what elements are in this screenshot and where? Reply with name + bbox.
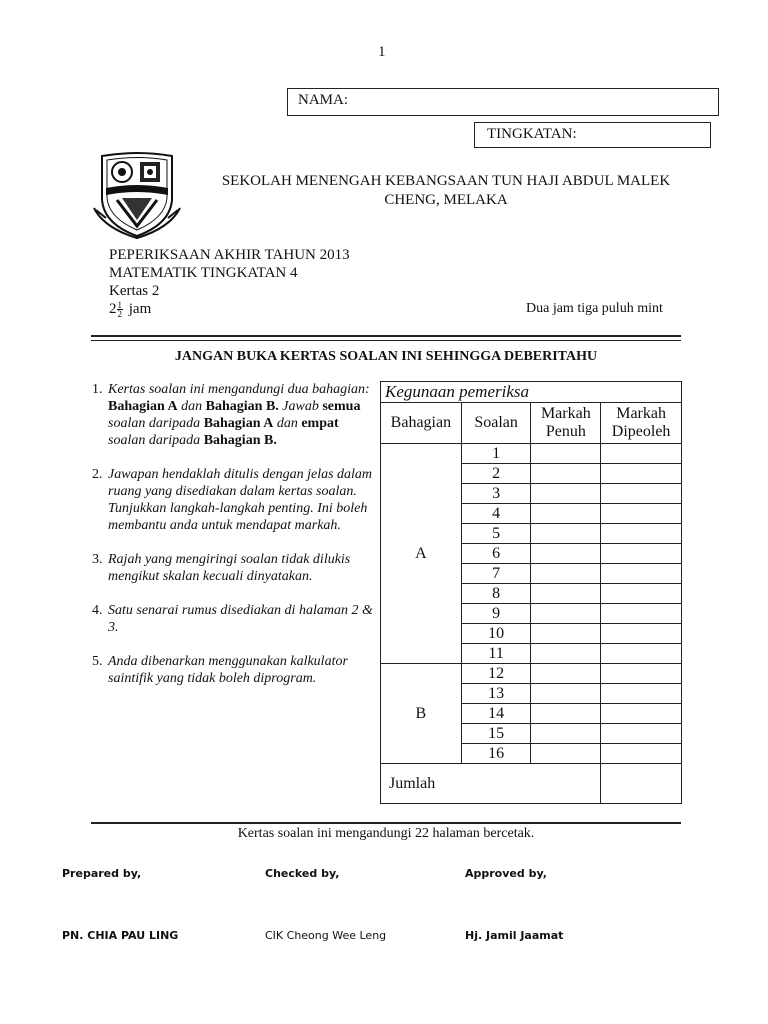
instruction-3 [92,551,377,585]
question-number: 2 [461,464,531,484]
instructions-list [92,381,377,704]
checked-by-name: CIK Cheong Wee Leng [265,929,387,942]
instruction-1-text-g: soalan daripada [108,416,204,431]
full-mark-cell[interactable] [531,464,601,484]
duration-fraction [117,301,124,318]
question-number: 15 [461,724,531,744]
question-number: 6 [461,544,531,564]
obtained-mark-cell[interactable] [601,744,682,764]
total-label: Jumlah [381,764,601,804]
instruction-1-text-i: dan [273,416,302,431]
full-mark-cell[interactable] [531,584,601,604]
exam-title: PEPERIKSAAN AKHIR TAHUN 2013 [109,247,350,263]
full-mark-cell[interactable] [531,684,601,704]
page-count-note: Kertas soalan ini mengandungi 22 halaman bercetak. [237,826,535,841]
header-soalan: Soalan [461,403,531,444]
header-bahagian: Bahagian [381,403,462,444]
question-number: 10 [461,624,531,644]
instruction-4-text: Satu senarai rumus disediakan di halaman 2 & 3. [108,603,373,635]
obtained-mark-cell[interactable] [601,544,682,564]
instruction-2-text: Jawapan hendaklah ditulis dengan jelas dalam ruang yang disediakan dalam kertas soalan. Tunjukkan langkah-langkah penting. Ini boleh membantu anda untuk mendapat markah. [108,467,373,533]
prepared-by-name: PN. CHIA PAU LING [62,929,179,942]
question-number: 3 [461,484,531,504]
full-mark-cell[interactable] [531,604,601,624]
name-field[interactable] [287,88,719,116]
instruction-1-text-d: Bahagian B. [205,399,279,414]
full-mark-cell[interactable] [531,524,601,544]
full-mark-cell[interactable] [531,704,601,724]
question-number: 4 [461,504,531,524]
instruction-1-text-c: dan [177,399,206,414]
full-mark-cell[interactable] [531,444,601,464]
full-mark-cell[interactable] [531,544,601,564]
instruction-1-number: 1. [92,382,103,397]
instruction-1 [92,381,377,449]
instruction-1-text-e: Jawab [278,399,323,414]
obtained-mark-cell[interactable] [601,564,682,584]
instruction-1-text-f: semua [322,399,361,414]
question-number: 8 [461,584,531,604]
divider-top-2 [91,340,681,341]
exam-subject: MATEMATIK TINGKATAN 4 [109,265,298,281]
form-class-field[interactable] [474,122,711,148]
instruction-4 [92,602,377,636]
total-cell[interactable] [601,764,682,804]
instruction-2 [92,466,377,534]
obtained-mark-cell[interactable] [601,484,682,504]
duration-words: Dua jam tiga puluh mint [526,301,663,316]
duration-denominator: 2 [117,309,122,320]
exam-paper: Kertas 2 [109,283,160,299]
approved-by-name: Hj. Jamil Jaamat [465,929,564,942]
instruction-2-number: 2. [92,467,103,482]
page-number: 1 [378,44,386,60]
instruction-1-text-j: empat [301,416,339,431]
instruction-1-text-b: Bahagian A [108,399,178,414]
obtained-mark-cell[interactable] [601,724,682,744]
obtained-mark-cell[interactable] [601,584,682,604]
instruction-3-number: 3. [92,552,103,567]
approved-by-label: Approved by, [465,867,547,880]
instruction-5 [92,653,377,687]
obtained-mark-cell[interactable] [601,704,682,724]
prepared-by-label: Prepared by, [62,867,142,880]
form-class-label: TINGKATAN: [487,126,577,142]
full-mark-cell[interactable] [531,664,601,684]
obtained-mark-cell[interactable] [601,444,682,464]
full-mark-cell[interactable] [531,624,601,644]
school-crest-logo [92,148,182,240]
obtained-mark-cell[interactable] [601,524,682,544]
full-mark-cell[interactable] [531,644,601,664]
question-number: 1 [461,444,531,464]
full-mark-cell[interactable] [531,724,601,744]
question-number: 14 [461,704,531,724]
question-number: 5 [461,524,531,544]
duration-numerator: 1 [117,300,122,311]
question-number: 11 [461,644,531,664]
duration-whole: 2 [109,301,117,317]
instruction-4-number: 4. [92,603,103,618]
instruction-5-text: Anda dibenarkan menggunakan kalkulator saintifik yang tidak boleh diprogram. [108,654,348,686]
obtained-mark-cell[interactable] [601,684,682,704]
question-number: 7 [461,564,531,584]
obtained-mark-cell[interactable] [601,464,682,484]
obtained-mark-cell[interactable] [601,604,682,624]
full-mark-cell[interactable] [531,484,601,504]
question-number: 16 [461,744,531,764]
exam-duration [109,300,350,318]
obtained-mark-cell[interactable] [601,644,682,664]
header-markah-penuh: Markah Penuh [531,403,601,444]
exam-info [109,246,350,318]
section-a-label: A [381,444,462,664]
section-b-label: B [381,664,462,764]
full-mark-cell[interactable] [531,504,601,524]
instruction-1-text-a: Kertas soalan ini mengandungi dua bahagian: [108,382,370,397]
obtained-mark-cell[interactable] [601,664,682,684]
divider-bottom [91,822,681,824]
question-number: 12 [461,664,531,684]
school-name: SEKOLAH MENENGAH KEBANGSAAN TUN HAJI ABDUL MALEK CHENG, MELAKA [221,173,671,208]
instruction-1-text-l: Bahagian B. [203,433,277,448]
warning-heading: JANGAN BUKA KERTAS SOALAN INI SEHINGGA DEBERITAHU [174,349,598,364]
full-mark-cell[interactable] [531,744,601,764]
name-label: NAMA: [298,92,349,108]
question-number: 9 [461,604,531,624]
obtained-mark-cell[interactable] [601,504,682,524]
instruction-3-text: Rajah yang mengiringi soalan tidak dilukis mengikut skalan kecuali dinyatakan. [108,552,351,584]
header-markah-dipeoleh: Markah Dipeoleh [601,403,682,444]
divider-top-1 [91,335,681,337]
instruction-1-text-h: Bahagian A [203,416,274,431]
duration-unit: jam [128,301,152,317]
table-title: Kegunaan pemeriksa [381,382,682,403]
checked-by-label: Checked by, [265,867,340,880]
instruction-1-text-k: soalan daripada [108,433,204,448]
examiner-use-table [380,381,682,804]
question-number: 13 [461,684,531,704]
instruction-5-number: 5. [92,654,103,669]
obtained-mark-cell[interactable] [601,624,682,644]
full-mark-cell[interactable] [531,564,601,584]
